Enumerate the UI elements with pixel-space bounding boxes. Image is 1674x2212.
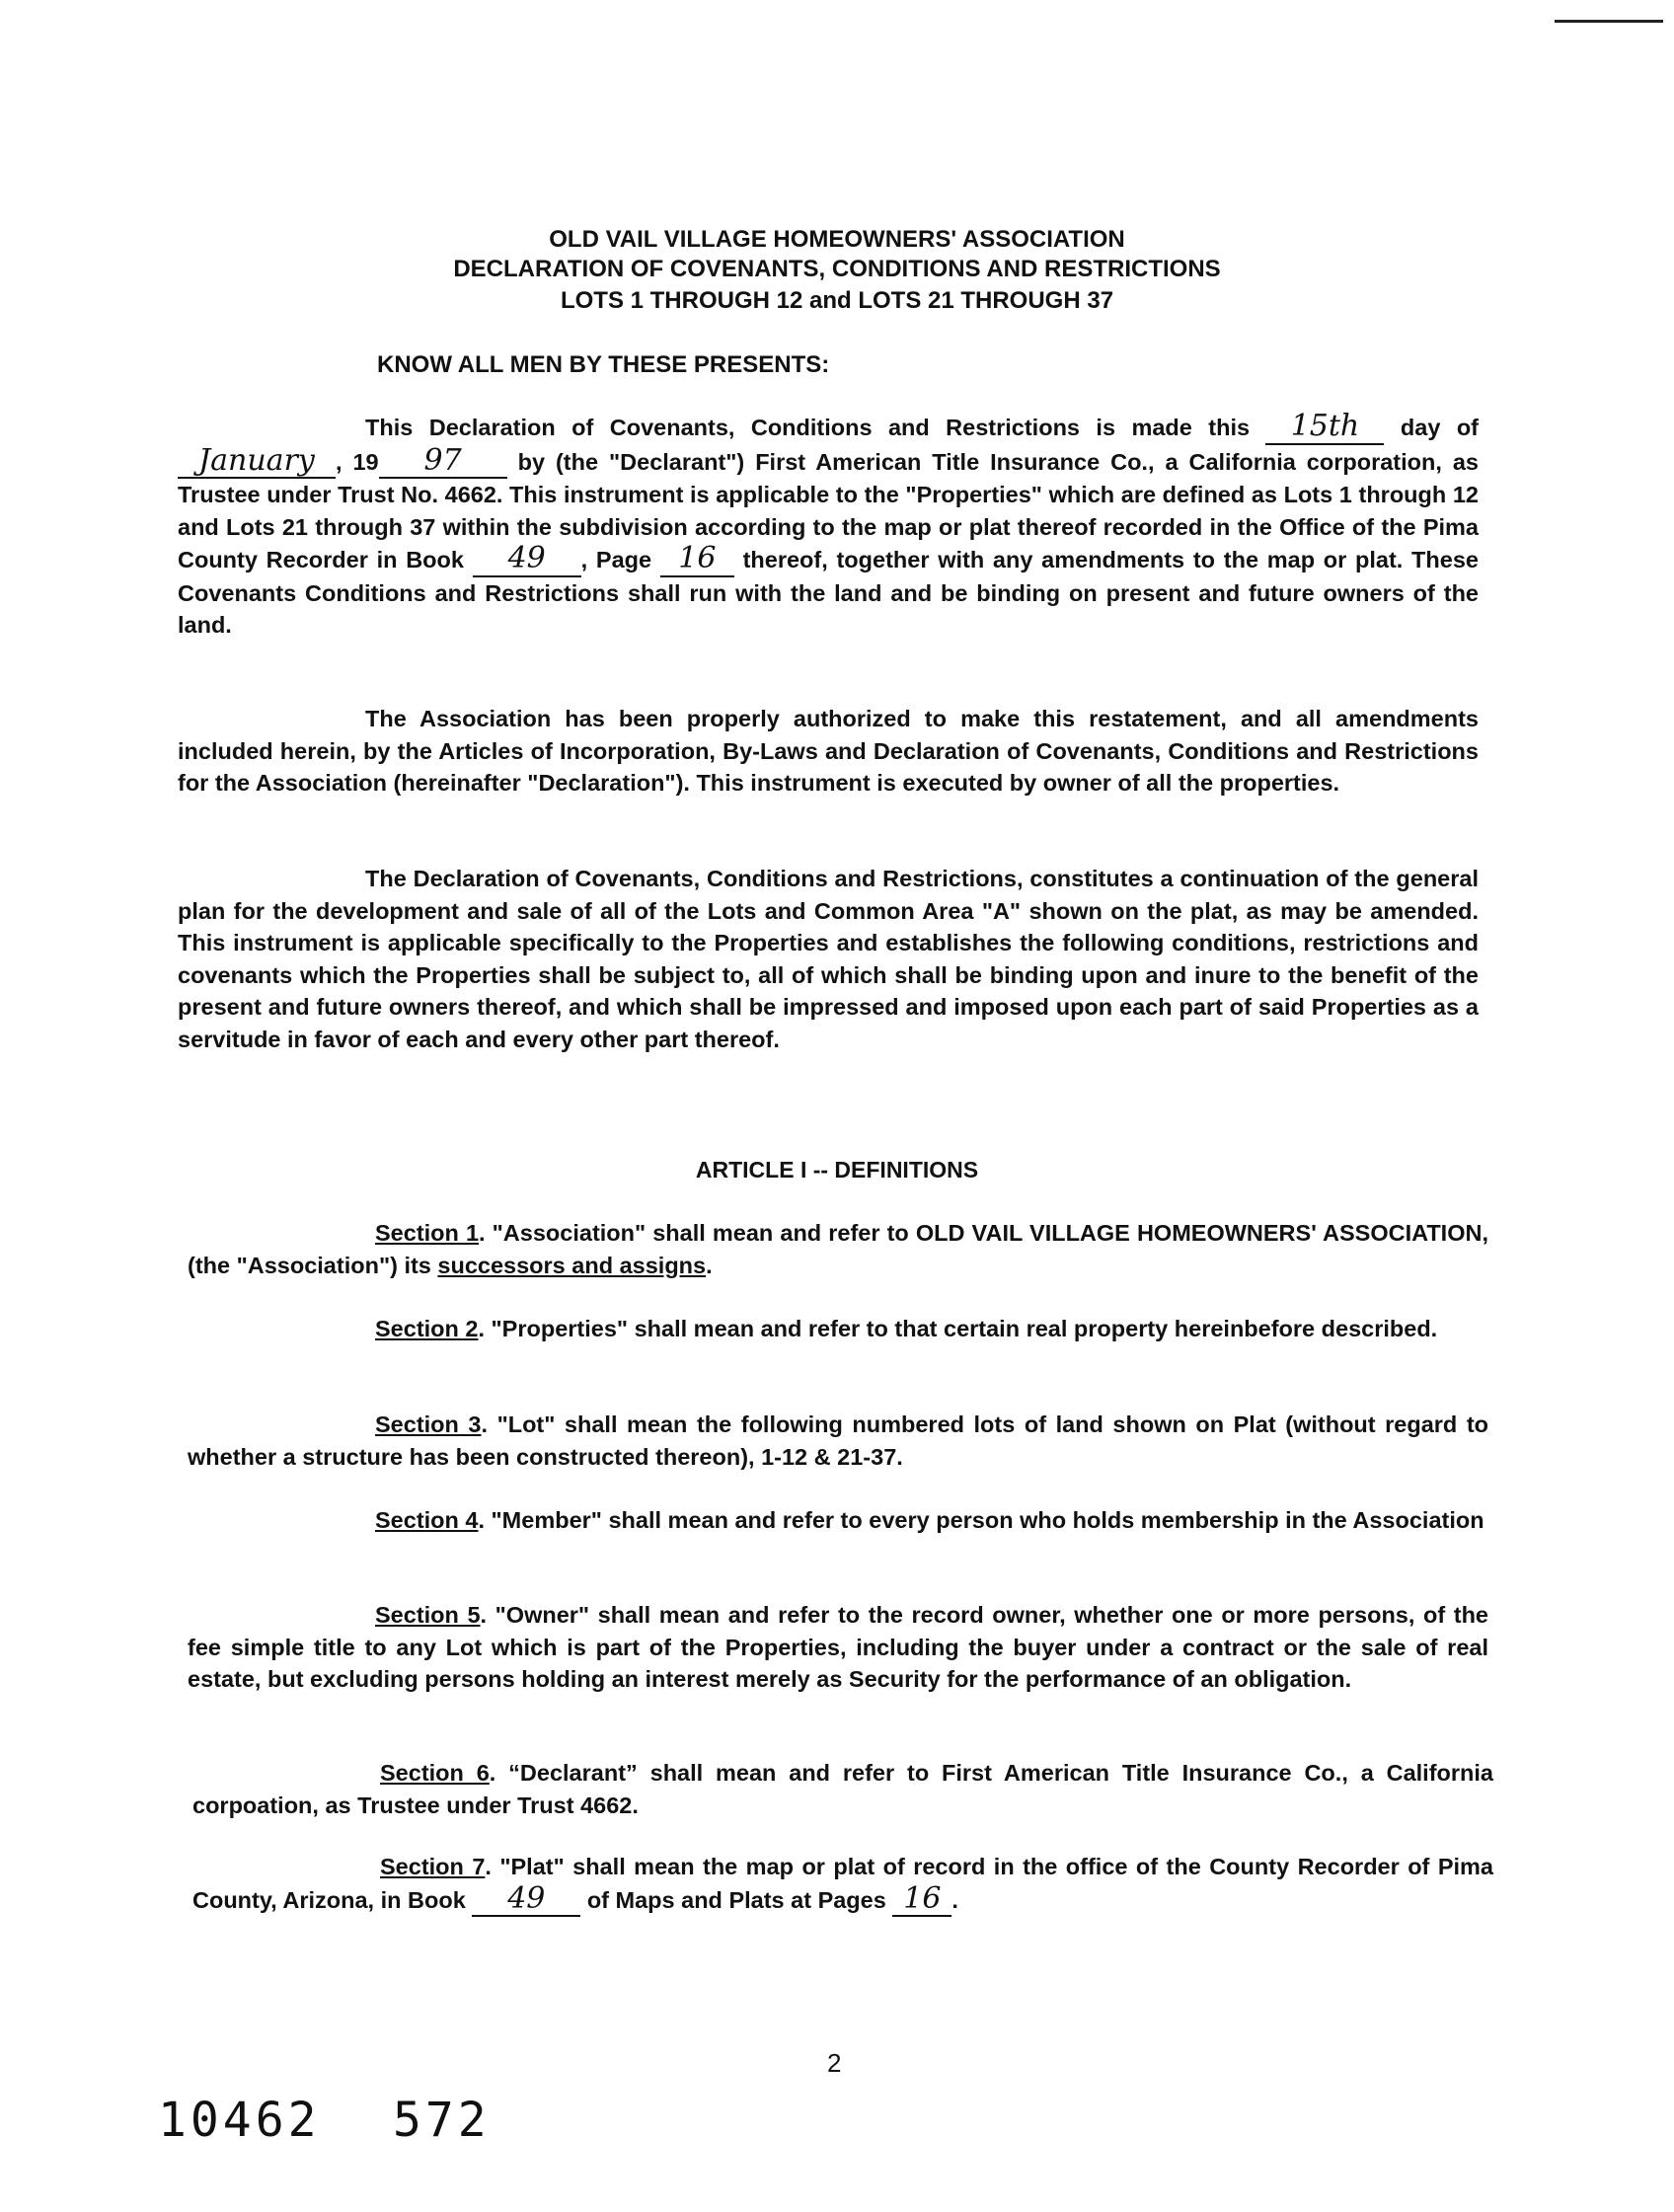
intro-text-1: This Declaration of Covenants, Conditions and Restrictions is made this bbox=[365, 415, 1266, 440]
recorder-page-stamp: 572 bbox=[393, 2093, 491, 2148]
scan-mark bbox=[1555, 20, 1663, 23]
title-line-2: DECLARATION OF COVENANTS, CONDITIONS AND RESTRICTIONS bbox=[453, 256, 1221, 282]
know-all-heading: KNOW ALL MEN BY THESE PRESENTS: bbox=[377, 351, 830, 378]
intro-text-3: , 19 bbox=[336, 448, 379, 475]
article-heading: ARTICLE I -- DEFINITIONS bbox=[695, 1157, 979, 1182]
title-line-1: OLD VAIL VILLAGE HOMEOWNERS' ASSOCIATION bbox=[549, 226, 1125, 253]
section-7-label: Section 7 bbox=[380, 1854, 486, 1879]
authorization-text: The Association has been properly authorized to make this restatement, and all amendments included herein, by the Articles of Incorporation, By-Laws and Declaration of Covenants, Conditions and Restrictions for the Association (hereinafter "Declaration"). This instrument is executed by owner of all the properties. bbox=[178, 706, 1479, 796]
plat-pages-field: 16 bbox=[892, 1883, 951, 1918]
plat-book-field: 49 bbox=[472, 1883, 580, 1918]
section-4-text: . "Member" shall mean and refer to every person who holds membership in the Association bbox=[478, 1507, 1484, 1533]
section-7-text: . "Plat" shall mean the map or plat of record in the office of the County Recorder of Pima County, Arizona, in Book bbox=[192, 1854, 1493, 1913]
section-5 bbox=[188, 1599, 1488, 1696]
book-field: 49 bbox=[473, 543, 581, 577]
intro-paragraph bbox=[178, 411, 1479, 642]
section-5-label: Section 5 bbox=[375, 1602, 481, 1628]
section-4-label: Section 4 bbox=[375, 1507, 479, 1533]
page-number: 2 bbox=[827, 2048, 842, 2078]
section-3 bbox=[188, 1409, 1488, 1473]
section-4 bbox=[188, 1504, 1488, 1537]
section-1-underlined: successors and assigns bbox=[437, 1252, 707, 1278]
intro-text-5: , Page bbox=[580, 547, 660, 572]
section-6-text: . “Declarant” shall mean and refer to First American Title Insurance Co., a California corpoation, as Trustee under Trust 4662. bbox=[192, 1760, 1493, 1818]
intro-text-2: day of bbox=[1384, 415, 1479, 440]
section-7 bbox=[192, 1851, 1493, 1917]
intro-text-4: by (the "Declarant") First American Title Insurance Co., a California corporation, as Trustee under Trust No. 4662. This instrument is applicable to the "Properties" which are defined as Lots 1 through 12 and Lots 21 through 37 within the subdivision according to the map or plat thereof recorded in the Office of the Pima County Recorder in Book bbox=[178, 448, 1479, 572]
section-1-text: . "Association" shall mean and refer to OLD VAIL VILLAGE HOMEOWNERS' ASSOCIATION, (the "Association") its bbox=[188, 1220, 1488, 1278]
authorization-paragraph bbox=[178, 703, 1479, 800]
continuation-text: The Declaration of Covenants, Conditions and Restrictions, constitutes a continuation of the general plan for the development and sale of all of the Lots and Common Area "A" shown on the plat, as may be amended. This instrument is applicable specifically to the Properties and establishes the following conditions, restrictions and covenants which the Properties shall be subject to, all of which shall be binding upon and inure to the benefit of the present and future owners thereof, and which shall be impressed and imposed upon each part of said Properties as a servitude in favor of each and every other part thereof. bbox=[178, 866, 1479, 1052]
month-field: January bbox=[178, 445, 336, 480]
section-6-label: Section 6 bbox=[380, 1760, 490, 1786]
section-2-text: . "Properties" shall mean and refer to that certain real property hereinbefore described. bbox=[478, 1316, 1438, 1341]
section-3-label: Section 3 bbox=[375, 1411, 482, 1437]
section-1-end: . bbox=[706, 1252, 713, 1278]
section-2-label: Section 2 bbox=[375, 1316, 479, 1341]
recorder-book-stamp: 10462 bbox=[158, 2093, 321, 2148]
year-field: 97 bbox=[379, 445, 507, 480]
continuation-paragraph bbox=[178, 863, 1479, 1055]
section-5-text: . "Owner" shall mean and refer to the record owner, whether one or more persons, of the fee simple title to any Lot which is part of the Properties, including the buyer under a contract or the sale of real estate, but excluding persons holding an interest merely as Security for the performance of an obligation. bbox=[188, 1602, 1488, 1692]
section-1 bbox=[188, 1217, 1488, 1281]
section-2 bbox=[188, 1313, 1488, 1345]
section-3-text: . "Lot" shall mean the following numbered lots of land shown on Plat (without regard to whether a structure has been constructed thereon), 1-12 & 21-37. bbox=[188, 1411, 1489, 1470]
title-line-3: LOTS 1 THROUGH 12 and LOTS 21 THROUGH 37 bbox=[560, 287, 1114, 314]
section-1-label: Section 1 bbox=[375, 1220, 480, 1246]
intro-text-6: thereof, together with any amendments to the map or plat. These Covenants Conditions and Restrictions shall run with the land and be binding on present and future owners of the land. bbox=[178, 547, 1479, 638]
day-field: 15th bbox=[1265, 411, 1384, 445]
section-6 bbox=[192, 1757, 1493, 1821]
section-7-end: . bbox=[951, 1886, 958, 1913]
page-field: 16 bbox=[660, 543, 734, 577]
section-7-text-2: of Maps and Plats at Pages bbox=[580, 1886, 893, 1913]
